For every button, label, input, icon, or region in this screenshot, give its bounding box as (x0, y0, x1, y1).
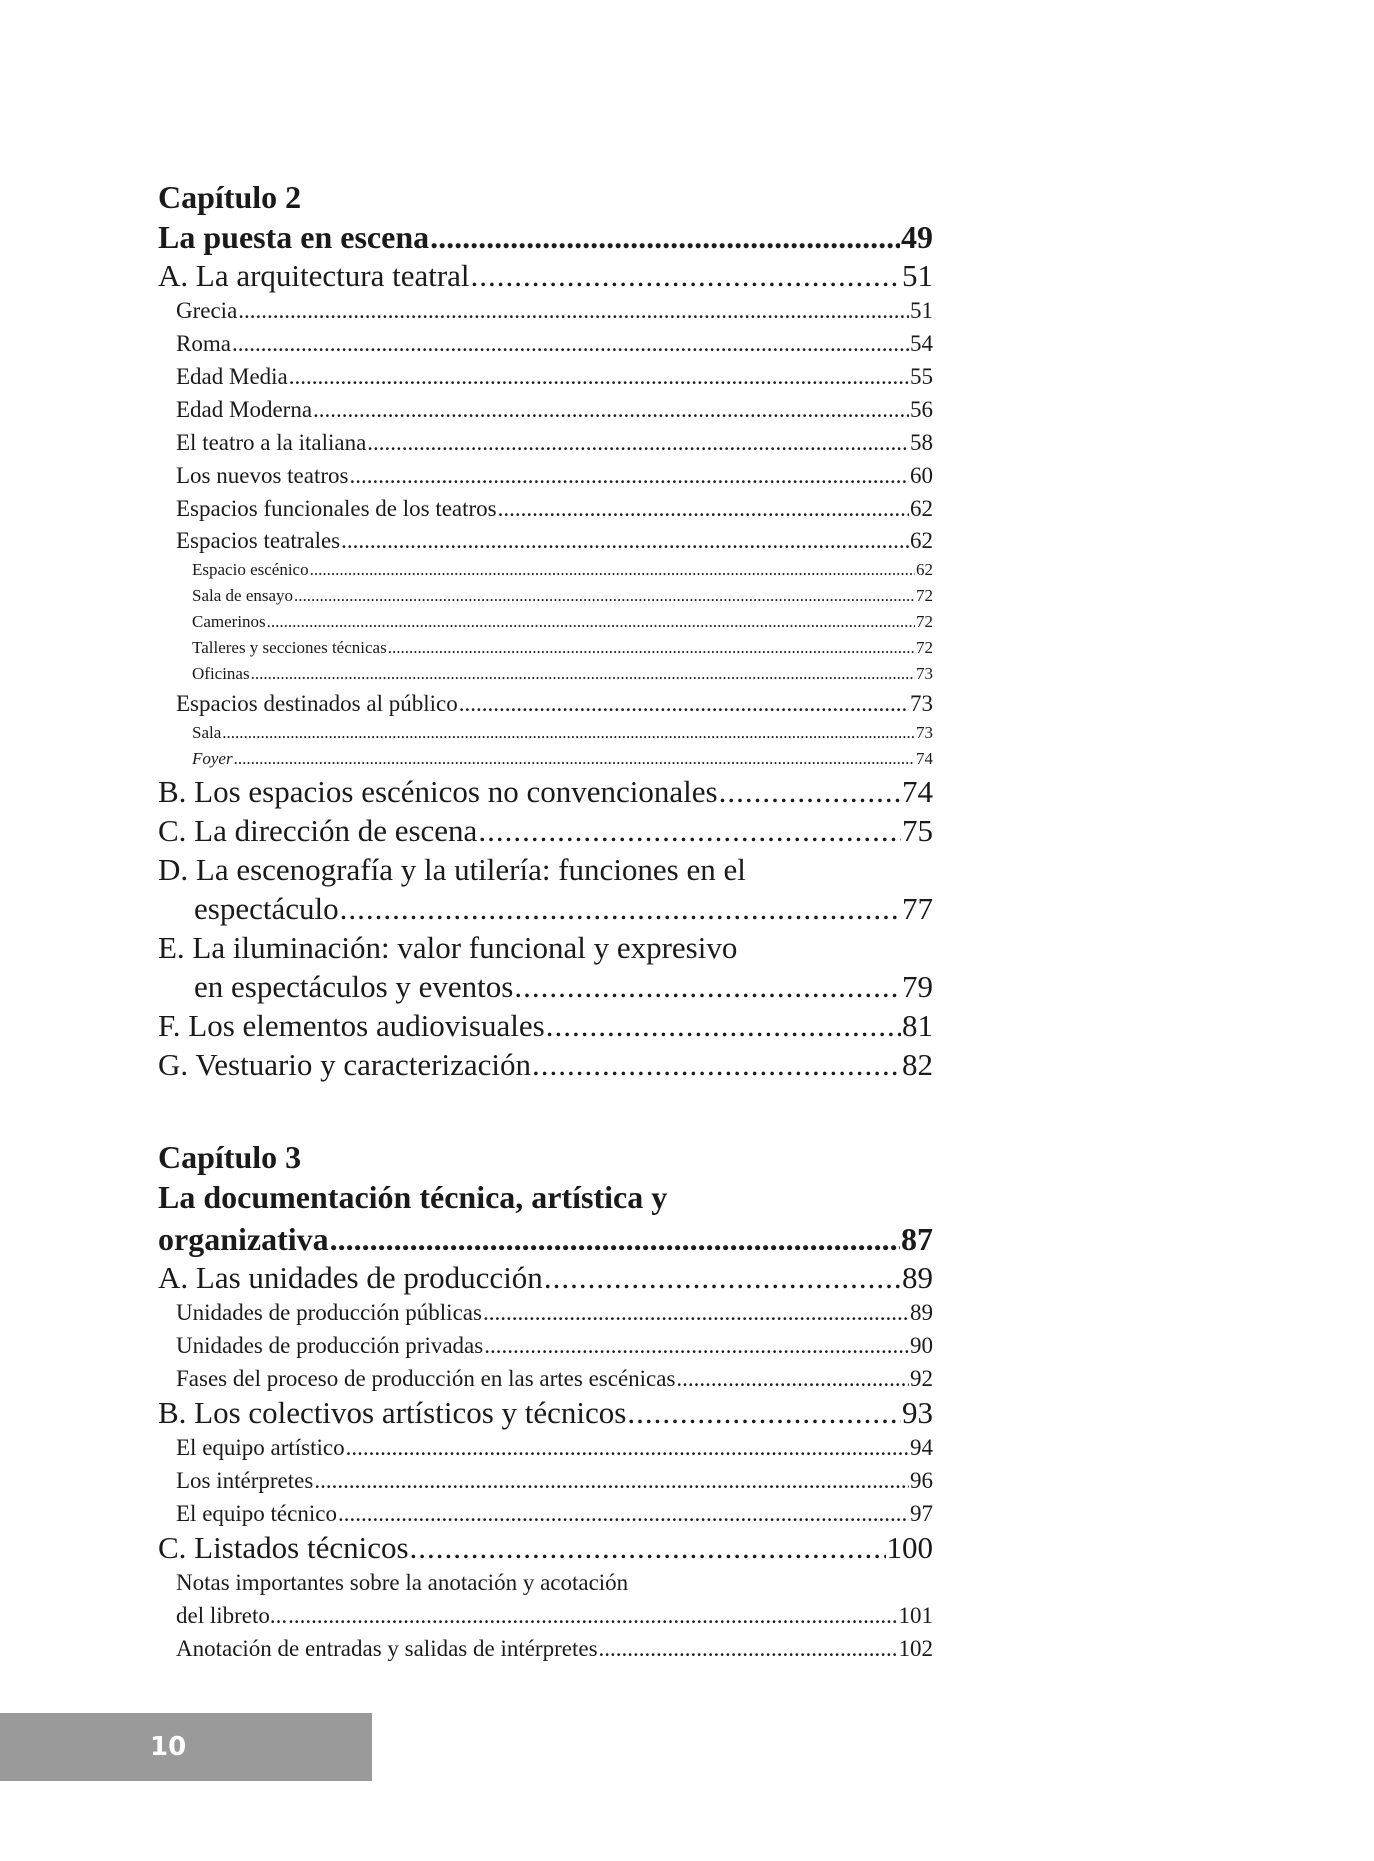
toc-page-number: 51 (902, 258, 933, 293)
toc-entry-text: F. Los elementos audiovisuales (158, 1008, 545, 1043)
toc-entry-text: Unidades de producción públicas (176, 1300, 482, 1325)
dot-leader (544, 1260, 901, 1296)
toc-page-number: 62 (910, 496, 933, 521)
dot-leader (532, 1045, 901, 1084)
toc-entry-sala-ensayo[interactable] (158, 583, 933, 609)
dot-leader (330, 1218, 900, 1260)
toc-page-number: 62 (910, 528, 933, 553)
toc-entry-unidades-privadas[interactable] (158, 1329, 933, 1362)
toc-page-number: 96 (910, 1468, 933, 1493)
toc-entry-talleres[interactable] (158, 635, 933, 661)
dot-leader (483, 1296, 909, 1329)
toc-page-number: 87 (901, 1221, 933, 1257)
toc-page-number: 73 (916, 723, 933, 742)
toc-entry-text: Camerinos (192, 612, 266, 631)
toc-entry-grecia[interactable] (158, 294, 933, 327)
toc-entry-text: El equipo técnico (176, 1501, 337, 1526)
toc-page-number: 97 (910, 1501, 933, 1526)
toc-entry-text: B. Los espacios escénicos no convencionales (158, 774, 718, 809)
chapter-2-label: Capítulo 2 (158, 179, 302, 215)
toc-entry-section-b[interactable] (158, 772, 933, 811)
dot-leader (341, 525, 909, 557)
toc-entry-oficinas[interactable] (158, 661, 933, 687)
dot-leader (232, 327, 909, 360)
toc-entry-unidades-publicas[interactable] (158, 1296, 933, 1329)
toc-entry-text: G. Vestuario y caracterización (158, 1047, 531, 1082)
dot-leader (627, 1395, 901, 1431)
toc-entry-edad-media[interactable] (158, 360, 933, 393)
toc-entry-text: Unidades de producción privadas (176, 1333, 484, 1358)
dot-leader (251, 661, 915, 687)
toc-entry-equipo-artistico[interactable] (158, 1431, 933, 1464)
toc-page-number: 55 (910, 364, 933, 389)
toc-entry-section-g[interactable] (158, 1045, 933, 1084)
toc-page-number: 89 (910, 1300, 933, 1325)
chapter-2-section (158, 178, 933, 1084)
dot-leader (459, 687, 909, 720)
toc-page-number: 93 (902, 1395, 933, 1430)
dot-leader (484, 1329, 909, 1362)
toc-page-number: 74 (916, 749, 933, 768)
toc-page-number: 81 (902, 1008, 933, 1043)
page-number-tab (0, 1713, 372, 1781)
dot-leader (314, 1464, 909, 1497)
toc-page-number: 102 (898, 1636, 933, 1661)
toc-entry-interpretes[interactable] (158, 1464, 933, 1497)
toc-entry-text: A. La arquitectura teatral (158, 258, 470, 293)
dot-leader (719, 772, 901, 811)
toc-page-number: 100 (886, 1530, 933, 1565)
dot-leader (313, 393, 909, 426)
dot-leader (310, 557, 915, 583)
dot-leader (430, 216, 900, 258)
toc-page-number: 54 (910, 331, 933, 356)
dot-leader (478, 811, 901, 850)
dot-leader (471, 258, 901, 294)
toc-entry-text: Espacios funcionales de los teatros (176, 496, 497, 521)
toc-entry-section-d-line2[interactable] (158, 889, 933, 928)
toc-entry-text: C. La dirección de escena (158, 813, 478, 848)
dot-leader (388, 635, 915, 661)
dot-leader (340, 889, 901, 928)
toc-entry-section-f[interactable] (158, 1006, 933, 1045)
dot-leader (288, 1599, 897, 1632)
toc-page-number: 62 (916, 560, 933, 579)
dot-leader (346, 1431, 909, 1464)
toc-entry-text: Grecia (176, 298, 238, 323)
toc-entry-text: Foyer (192, 749, 233, 768)
toc-entry-nuevos-teatros[interactable] (158, 459, 933, 492)
toc-entry-text: Sala de ensayo (192, 586, 294, 605)
toc-entry-roma[interactable] (158, 327, 933, 360)
dot-leader (349, 459, 909, 492)
toc-entry-ch3-section-a[interactable] (158, 1260, 933, 1296)
toc-entry-sala[interactable] (158, 720, 933, 746)
toc-page-number: 101 (898, 1603, 933, 1628)
toc-entry-text: La puesta en escena (158, 219, 430, 255)
dot-leader (267, 609, 915, 635)
toc-entry-text: A. Las unidades de producción (158, 1260, 543, 1295)
toc-page-number: 72 (916, 638, 933, 657)
toc-entry-ch3-section-b[interactable] (158, 1395, 933, 1431)
page-number: 10 (150, 1732, 187, 1762)
toc-entry-text: Oficinas (192, 664, 250, 683)
toc-entry-text: Talleres y secciones técnicas (192, 638, 387, 657)
dot-leader (238, 294, 909, 327)
toc-entry-text: El teatro a la italiana (176, 430, 367, 455)
toc-page-number: 58 (910, 430, 933, 455)
toc-page-number: 94 (910, 1435, 933, 1460)
dot-leader (289, 360, 909, 393)
dot-leader (367, 426, 909, 459)
toc-entry-espacios-funcionales[interactable] (158, 492, 933, 525)
toc-page-number: 89 (902, 1260, 933, 1295)
toc-entry-text: B. Los colectivos artísticos y técnicos (158, 1395, 627, 1430)
toc-entry-text: Espacios teatrales (176, 528, 341, 553)
toc-page-number: 82 (902, 1047, 933, 1082)
toc-entry-section-e-line2[interactable] (158, 967, 933, 1006)
dot-leader (234, 746, 915, 772)
dot-leader (599, 1632, 898, 1665)
dot-leader (222, 720, 915, 746)
toc-page-number: 92 (910, 1366, 933, 1391)
toc-entry-text: Los nuevos teatros (176, 463, 349, 488)
toc-page-number: 60 (910, 463, 933, 488)
toc-entry-text: Edad Media (176, 364, 288, 389)
toc-entry-edad-moderna[interactable] (158, 393, 933, 426)
toc-entry-ch3-section-c[interactable] (158, 1530, 933, 1566)
toc-page-number: 72 (916, 586, 933, 605)
toc-entry-section-e-line1[interactable]: E. La iluminación: valor funcional y expresivo (158, 930, 738, 965)
toc-entry-espacio-escenico[interactable] (158, 557, 933, 583)
toc-entry-text: El equipo artístico (176, 1435, 345, 1460)
dot-leader (410, 1530, 886, 1566)
toc-entry-notas-line1[interactable]: Notas importantes sobre la anotación y acotación (176, 1570, 629, 1595)
toc-entry-text: del libreto... (176, 1603, 288, 1628)
chapter-3-section (158, 1138, 933, 1665)
toc-entry-section-a[interactable] (158, 258, 933, 294)
toc-page-number: 79 (902, 969, 933, 1004)
dot-leader (498, 492, 909, 525)
toc-page-number: 75 (902, 813, 933, 848)
toc-entry-text: Sala (192, 723, 222, 742)
toc-page-number: 73 (916, 664, 933, 683)
toc-entry-equipo-tecnico[interactable] (158, 1497, 933, 1530)
toc-entry-text: C. Listados técnicos (158, 1530, 409, 1565)
toc-entry-text: en espectáculos y eventos (194, 969, 514, 1004)
toc-entry-espacios-publico[interactable] (158, 687, 933, 720)
toc-entry-text: Espacio escénico (192, 560, 309, 579)
toc-entry-section-d-line1[interactable]: D. La escenografía y la utilería: funciones en el (158, 852, 746, 887)
toc-page-number: 51 (910, 298, 933, 323)
toc-page-number: 49 (901, 219, 933, 255)
toc-entry-teatro-italiana[interactable] (158, 426, 933, 459)
toc-entry-text: Fases del proceso de producción en las artes escénicas (176, 1366, 676, 1391)
toc-page-number: 77 (902, 891, 933, 926)
toc-entry-fases-produccion[interactable] (158, 1362, 933, 1395)
toc-entry-espacios-teatrales[interactable] (158, 525, 933, 557)
chapter-3-label: Capítulo 3 (158, 1139, 302, 1175)
toc-entry-foyer[interactable] (158, 746, 933, 772)
toc-page-number: 74 (902, 774, 933, 809)
toc-entry-text: Anotación de entradas y salidas de intérpretes (176, 1636, 598, 1661)
toc-entry-notas-line2[interactable] (158, 1599, 933, 1632)
toc-entry-anotacion-entradas[interactable] (158, 1632, 933, 1665)
toc-page-number: 90 (910, 1333, 933, 1358)
toc-entry-text: Espacios destinados al público (176, 691, 458, 716)
dot-leader (546, 1006, 901, 1045)
toc-page-number: 72 (916, 612, 933, 631)
toc-entry-chapter-2-title[interactable] (158, 216, 933, 258)
toc-page-number: 56 (910, 397, 933, 422)
dot-leader (676, 1362, 909, 1395)
toc-page-number: 73 (910, 691, 933, 716)
dot-leader (338, 1497, 909, 1530)
dot-leader (294, 583, 915, 609)
toc-entry-text: Roma (176, 331, 231, 356)
toc-entry-text: Edad Moderna (176, 397, 313, 422)
toc-entry-section-c[interactable] (158, 811, 933, 850)
chapter-3-title-line1[interactable]: La documentación técnica, artística y (158, 1179, 668, 1215)
toc-entry-text: organizativa (158, 1221, 329, 1257)
toc-entry-text: espectáculo (194, 891, 339, 926)
toc-entry-chapter-3-title[interactable] (158, 1218, 933, 1260)
toc-entry-camerinos[interactable] (158, 609, 933, 635)
dot-leader (514, 967, 901, 1006)
toc-entry-text: Los intérpretes (176, 1468, 314, 1493)
